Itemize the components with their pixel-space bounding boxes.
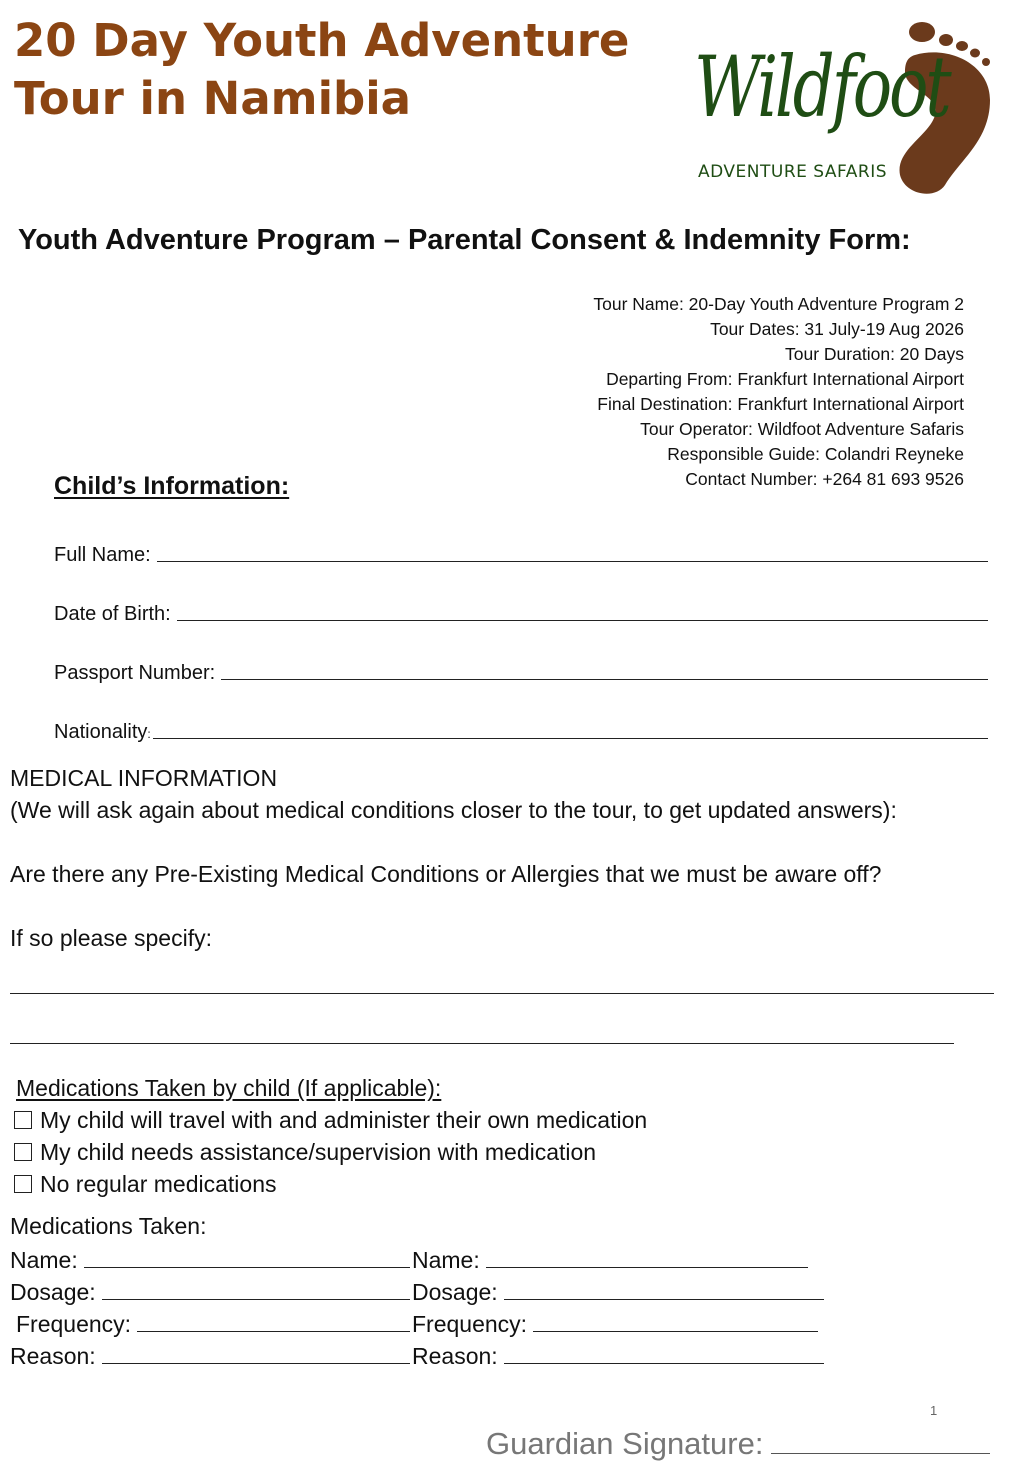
field-label: Name: [10, 1247, 78, 1273]
nationality-field[interactable] [54, 714, 988, 744]
title-line-2: Tour in Namibia [14, 72, 412, 125]
field-label: Name: [412, 1247, 480, 1273]
tour-info-line: Tour Name: 20-Day Youth Adventure Program 2 [593, 294, 964, 314]
dob-field[interactable] [54, 596, 988, 626]
nationality-label: Nationality: [54, 721, 151, 743]
field-label: Reason: [412, 1343, 498, 1369]
passport-field[interactable] [54, 655, 988, 685]
tour-info-line: Tour Operator: Wildfoot Adventure Safaris [640, 419, 964, 439]
field-label: Dosage: [412, 1279, 498, 1305]
dob-line[interactable] [177, 619, 988, 621]
field-label: Reason: [10, 1343, 96, 1369]
med-name-field-2[interactable] [412, 1247, 808, 1274]
medications-heading: Medications Taken by child (If applicable): [16, 1075, 442, 1101]
med-dosage-field-2[interactable] [412, 1279, 824, 1306]
tour-info-line: Responsible Guide: Colandri Reyneke [667, 444, 964, 464]
field-line[interactable] [504, 1362, 824, 1364]
checkbox-icon[interactable] [14, 1111, 32, 1129]
guardian-signature-field[interactable] [486, 1426, 990, 1462]
medical-note: (We will ask again about medical conditions closer to the tour, to get updated answers): [10, 797, 897, 823]
field-line[interactable] [486, 1266, 808, 1268]
medical-answer-line-1[interactable] [10, 993, 994, 994]
medical-heading: MEDICAL INFORMATION [10, 765, 278, 791]
medication-option-none[interactable] [10, 1168, 277, 1200]
field-label: Frequency: [412, 1311, 528, 1337]
med-name-field-1[interactable] [10, 1247, 410, 1274]
medical-answer-line-2[interactable] [10, 1043, 954, 1044]
option-label: No regular medications [40, 1171, 277, 1197]
field-line[interactable] [504, 1298, 824, 1300]
page-number: 1 [930, 1403, 938, 1418]
page-title [14, 12, 629, 128]
guardian-signature-line[interactable] [771, 1452, 990, 1454]
tour-info-line: Tour Dates: 31 July-19 Aug 2026 [710, 319, 964, 339]
field-line[interactable] [533, 1330, 818, 1332]
logo-brand-text: Wildfoot [694, 38, 949, 136]
medical-question: Are there any Pre-Existing Medical Conditions or Allergies that we must be aware off? [10, 861, 882, 887]
med-reason-field-1[interactable] [10, 1343, 410, 1370]
field-line[interactable] [102, 1298, 410, 1300]
field-label: Frequency: [16, 1311, 132, 1337]
logo-tagline: ADVENTURE SAFARIS [698, 162, 887, 182]
full-name-line[interactable] [157, 560, 988, 562]
medication-details-grid [10, 1242, 824, 1370]
dob-label: Date of Birth: [54, 603, 171, 625]
field-line[interactable] [102, 1362, 410, 1364]
full-name-field[interactable] [54, 537, 988, 567]
passport-line[interactable] [221, 678, 988, 680]
passport-label: Passport Number: [54, 662, 216, 684]
med-reason-field-2[interactable] [412, 1343, 824, 1370]
full-name-label: Full Name: [54, 544, 151, 566]
title-line-1: 20 Day Youth Adventure [14, 14, 630, 67]
checkbox-icon[interactable] [14, 1143, 32, 1161]
medication-option-assist[interactable] [10, 1136, 596, 1168]
field-line[interactable] [84, 1266, 410, 1268]
tour-info-line: Final Destination: Frankfurt International Airport [597, 394, 964, 414]
tour-info-line: Departing From: Frankfurt International Airport [606, 369, 964, 389]
checkbox-icon[interactable] [14, 1175, 32, 1193]
field-label: Dosage: [10, 1279, 96, 1305]
tour-info-line: Tour Duration: 20 Days [785, 344, 964, 364]
option-label: My child will travel with and administer their own medication [40, 1107, 648, 1133]
medications-taken-label: Medications Taken: [10, 1213, 207, 1239]
nationality-line[interactable] [153, 737, 988, 739]
med-frequency-field-1[interactable] [10, 1311, 410, 1338]
child-info-heading: Child’s Information: [54, 472, 290, 500]
field-line[interactable] [137, 1330, 410, 1332]
option-label: My child needs assistance/supervision with medication [40, 1139, 597, 1165]
tour-info-line: Contact Number: +264 81 693 9526 [685, 469, 964, 489]
tour-info-block [593, 292, 964, 492]
med-dosage-field-1[interactable] [10, 1279, 410, 1306]
medication-option-own[interactable] [10, 1104, 647, 1136]
med-frequency-field-2[interactable] [412, 1311, 818, 1338]
medical-specify: If so please specify: [10, 925, 212, 951]
wildfoot-logo [690, 10, 1000, 200]
guardian-signature-label: Guardian Signature: [486, 1426, 764, 1461]
form-title: Youth Adventure Program – Parental Consent & Indemnity Form: [18, 224, 911, 256]
